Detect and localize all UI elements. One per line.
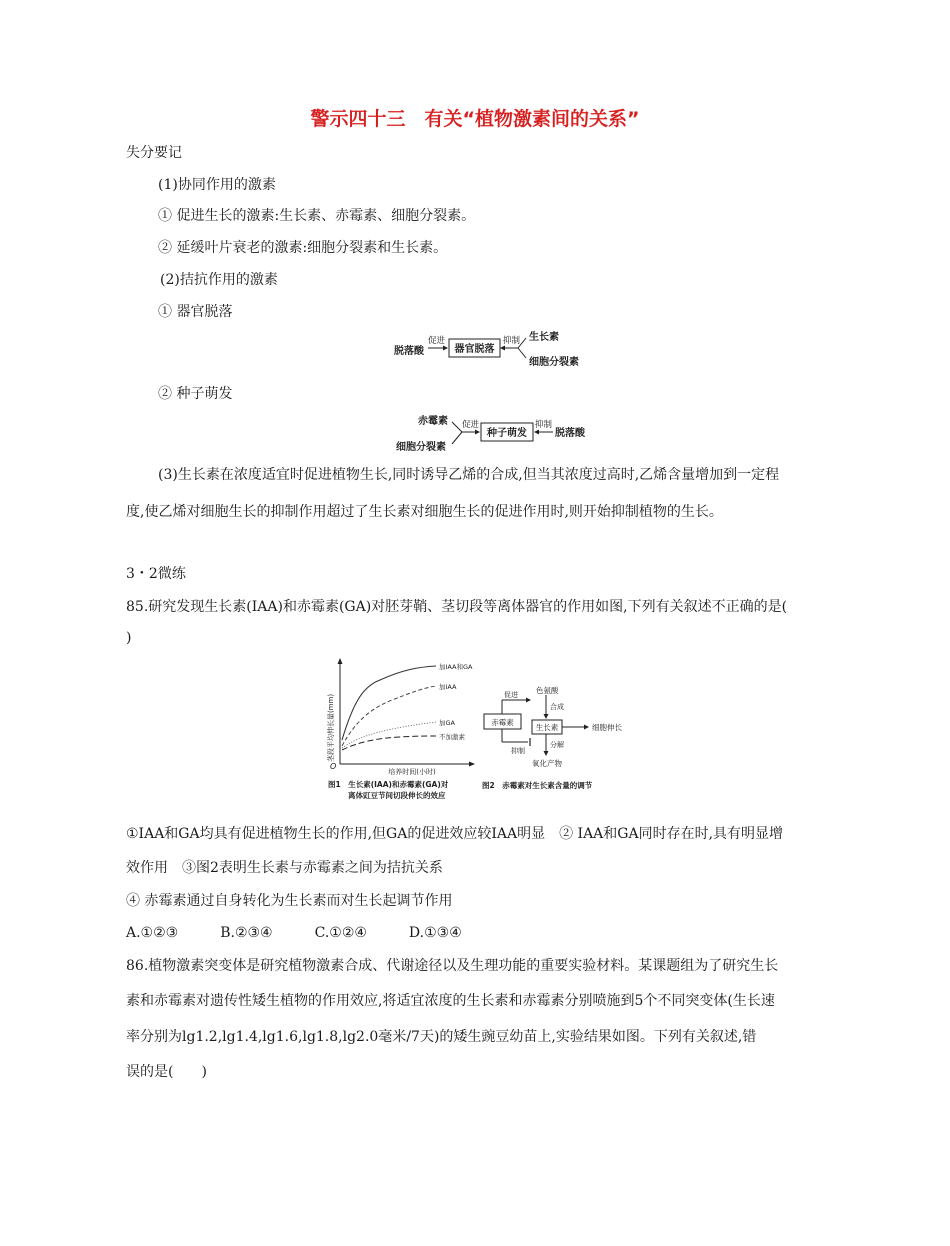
curve-label-iaa-ga: 加IAA和GA — [439, 663, 473, 671]
item1-line2: ② 延缓叶片衰老的激素:细胞分裂素和生长素。 — [158, 240, 448, 256]
item1-heading: (1)协同作用的激素 — [158, 177, 276, 193]
d1-box-label: 器官脱落 — [454, 344, 495, 355]
fig2-auxin: 生长素 — [535, 723, 559, 732]
page-title: 警示四十三 有关“植物激素间的关系” — [310, 108, 640, 130]
abscission-diagram — [392, 326, 592, 368]
q86-line2: 素和赤霉素对遗传性矮生植物的作用效应,将适宜浓度的生长素和赤霉素分别喷施到5个不同突变体(生长速 — [126, 993, 775, 1009]
fig2-tryptophan: 色氨酸 — [536, 686, 559, 695]
curve-iaa — [342, 686, 436, 746]
d2-left-bottom-label: 细胞分裂素 — [396, 442, 446, 453]
fig2-inhibit: 抑制 — [511, 747, 525, 755]
q85-options: A.①②③ B.②③④ C.①②④ D.①③④ — [126, 925, 462, 941]
d2-box-label: 种子萌发 — [487, 428, 527, 439]
fig1-ylabel: 茎段平均伸长量(mm) — [327, 693, 335, 763]
figure2-diagram — [480, 682, 640, 798]
q85-line1: 85.研究发现生长素(IAA)和赤霉素(GA)对胚芽鞘、茎切段等离体器官的作用如图,下列有关叙述不正确的是( — [126, 599, 788, 615]
fig2-synthesis: 合成 — [550, 703, 564, 711]
fig2-gibberellin: 赤霉素 — [491, 718, 514, 727]
fig2-oxidation: 氧化产物 — [532, 759, 562, 768]
d2-right-arrow-label: 抑制 — [535, 420, 553, 430]
q86-line1: 86.植物激素突变体是研究植物激素合成、代谢途径以及生理功能的重要实验材料。某课题组为了研究生长 — [126, 958, 779, 974]
item3-line2: 度,使乙烯对细胞生长的抑制作用超过了生长素对细胞生长的促进作用时,则开始抑制植物的生长。 — [126, 504, 723, 520]
fig2-decompose: 分解 — [550, 741, 564, 749]
curve-ga — [342, 722, 436, 748]
practice-label: 3・2微练 — [126, 566, 186, 582]
fig1-caption-line1: 图1 生长素(IAA)和赤霉素(GA)对 — [328, 780, 449, 789]
germination-diagram — [392, 410, 592, 454]
fig1-caption-line2: 离体豇豆节间切段伸长的效应 — [348, 791, 446, 800]
item2-sub1: ① 器官脱落 — [158, 304, 233, 320]
fig2-caption: 图2 赤霉素对生长素含量的调节 — [482, 781, 593, 790]
q85-statements-line2: 效作用 ③图2表明生长素与赤霉素之间为拮抗关系 — [126, 860, 443, 876]
section-label: 失分要记 — [126, 145, 182, 161]
curve-label-ga: 加GA — [439, 719, 455, 727]
fig2-elongation: 细胞伸长 — [592, 723, 622, 732]
curve-no-hormone — [342, 736, 436, 750]
d1-left-arrow-label: 促进 — [428, 336, 446, 346]
fig1-xlabel: 培养时间(小时) — [388, 768, 436, 776]
d2-right-label: 脱落酸 — [555, 428, 585, 439]
fig1-origin: O — [330, 762, 337, 771]
q85-line2: ) — [126, 630, 132, 646]
item1-line1: ① 促进生长的激素:生长素、赤霉素、细胞分裂素。 — [158, 208, 476, 224]
q85-statements-line1: ①IAA和GA均具有促进植物生长的作用,但GA的促进效应较IAA明显 ② IAA和GA同时存在时,具有明显增 — [126, 826, 784, 842]
q86-line3: 率分别为lg1.2,lg1.4,lg1.6,lg1.8,lg2.0毫米/7天)的矮生豌豆幼苗上,实验结果如图。下列有关叙述,错 — [126, 1029, 757, 1045]
curve-label-no-hormone: 不加激素 — [439, 733, 465, 741]
figure1-chart — [322, 656, 490, 806]
item2-sub2: ② 种子萌发 — [158, 386, 233, 402]
d1-left-label: 脱落酸 — [394, 346, 424, 357]
d1-right-bottom-label: 细胞分裂素 — [529, 357, 579, 368]
item3-line1: (3)生长素在浓度适宜时促进植物生长,同时诱导乙烯的合成,但当其浓度过高时,乙烯含量增加到一定程 — [158, 467, 780, 483]
d1-right-top-label: 生长素 — [529, 332, 559, 343]
curve-iaa-ga — [342, 666, 436, 740]
q85-statements-line3: ④ 赤霉素通过自身转化为生长素而对生长起调节作用 — [126, 893, 453, 909]
d1-right-arrow-label: 抑制 — [503, 336, 521, 346]
fig2-promote: 促进 — [504, 691, 518, 699]
d2-left-top-label: 赤霉素 — [418, 416, 448, 427]
item2-heading: (2)拮抗作用的激素 — [160, 272, 278, 288]
d2-left-arrow-label: 促进 — [462, 420, 480, 430]
curve-label-iaa: 加IAA — [439, 683, 457, 691]
q86-line4: 误的是( ) — [126, 1064, 207, 1080]
